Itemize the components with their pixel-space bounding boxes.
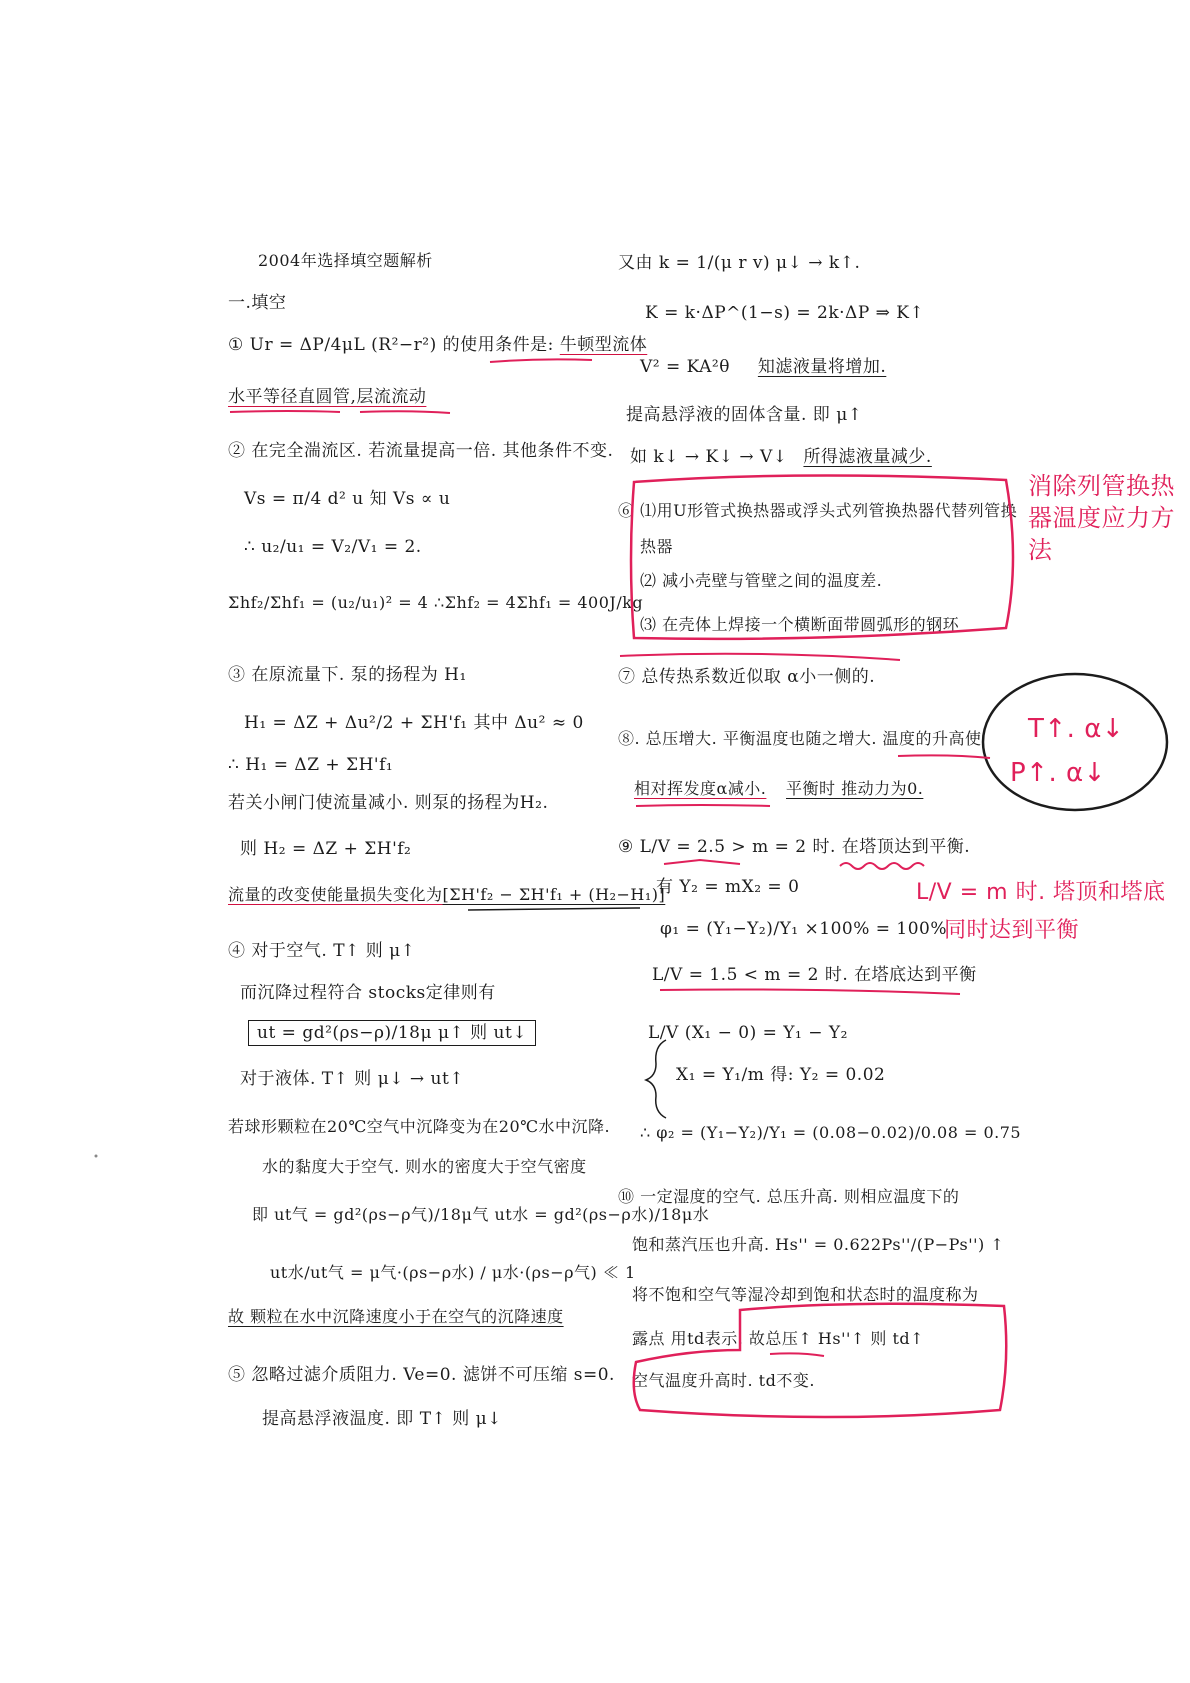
- q8-answer: 相对挥发度α减小.: [634, 779, 767, 798]
- q9-eq-4: X₁ = Y₁/m 得: Y₂ = 0.02: [676, 1065, 886, 1085]
- q3-conclusion-text: 流量的改变使能量损失变化为: [228, 885, 443, 904]
- q8-line-1: ⑧. 总压增大. 平衡温度也随之增大. 温度的升高使: [618, 729, 982, 748]
- q6-line-4: ⑶ 在壳体上焊接一个横断面带圆弧形的钢环: [640, 615, 960, 634]
- q4-text-2: 水的黏度大于空气. 则水的密度大于空气密度: [262, 1157, 587, 1176]
- q3-eq-1: H₁ = ΔZ + Δu²/2 + ΣH'f₁ 其中 Δu² ≈ 0: [244, 713, 584, 733]
- r-eq-4: [630, 446, 932, 468]
- q1-line-2: [228, 386, 426, 408]
- q2-eq-2: ∴ u₂/u₁ = V₂/V₁ = 2.: [244, 537, 422, 557]
- q5-text: 提高悬浮液温度. 即 T↑ 则 μ↓: [262, 1409, 502, 1429]
- q6-line-3: ⑵ 减小壳壁与管壁之间的温度差.: [640, 571, 883, 590]
- annotation-pressure: P↑. α↓: [1010, 758, 1106, 788]
- q1-answer-1: 牛顿型流体: [559, 335, 648, 355]
- q2-line: ② 在完全湍流区. 若流量提高一倍. 其他条件不变.: [228, 441, 614, 461]
- q9-eq-1: 有 Y₂ = mX₂ = 0: [656, 877, 800, 897]
- r-eq-3-formula: V² = KA²θ: [640, 357, 730, 377]
- q4-eq-1: 即 ut气 = gd²(ρs−ρ气)/18μ气 ut水 = gd²(ρs−ρ水)/18μ水: [252, 1205, 710, 1224]
- q9-eq-3: L/V (X₁ − 0) = Y₁ − Y₂: [648, 1023, 848, 1043]
- q9-line-1: ⑨ L/V = 2.5 > m = 2 时. 在塔顶达到平衡.: [618, 837, 971, 857]
- r-eq-2: K = k·ΔP^(1−s) = 2k·ΔP ⇒ K↑: [645, 303, 925, 323]
- annotation-equilibrium-1: L/V = m 时. 塔顶和塔底: [916, 880, 1166, 905]
- q4-conclusion: [228, 1306, 564, 1328]
- q4-formula: ut = gd²(ρs−ρ)/18μ μ↑ 则 ut↓: [248, 1020, 536, 1046]
- q9-eq-5: ∴ φ₂ = (Y₁−Y₂)/Y₁ = (0.08−0.02)/0.08 = 0.75: [640, 1123, 1022, 1142]
- q3-conclusion: [228, 884, 665, 906]
- q1-answer-3: ,层流流动: [350, 387, 427, 407]
- page-title: 2004年选择填空题解析: [258, 251, 433, 270]
- q3-line: ③ 在原流量下. 泵的扬程为 H₁: [228, 665, 467, 685]
- q2-eq-3: Σhf₂/Σhf₁ = (u₂/u₁)² = 4 ∴Σhf₂ = 4Σhf₁ = 400J/kg: [228, 593, 644, 612]
- q3-eq-3: 则 H₂ = ΔZ + ΣH'f₂: [240, 839, 412, 859]
- q8-balance: 平衡时 推动力为0.: [786, 779, 924, 798]
- annotation-temp: T↑. α↓: [1028, 714, 1125, 744]
- q10-line-1: ⑩ 一定湿度的空气. 总压升高. 则相应温度下的: [618, 1187, 960, 1206]
- q4-liquid: 对于液体. T↑ 则 μ↓ → ut↑: [240, 1069, 465, 1089]
- q5-line: ⑤ 忽略过滤介质阻力. Ve=0. 滤饼不可压缩 s=0.: [228, 1365, 615, 1385]
- q6-line-2: 热器: [640, 537, 674, 556]
- q3-eq-2: ∴ H₁ = ΔZ + ΣH'f₁: [228, 755, 394, 775]
- r-eq-4-chain: 如 k↓ → K↓ → V↓: [630, 447, 788, 467]
- q4-stokes: 而沉降过程符合 stocks定律则有: [240, 983, 496, 1003]
- q7-line: ⑦ 总传热系数近似取 α小一侧的.: [618, 667, 876, 687]
- q1-line: [228, 334, 647, 356]
- q10-line-3: 将不饱和空气等湿冷却到饱和状态时的温度称为: [632, 1285, 979, 1304]
- r-text-1: 提高悬浮液的固体含量. 即 μ↑: [626, 405, 863, 425]
- q8-line-2: [634, 778, 923, 800]
- section-heading: 一.填空: [228, 293, 287, 313]
- q4-eq-2: ut水/ut气 = μ气·(ρs−ρ水) / μ水·(ρs−ρ气) ≪ 1: [270, 1263, 636, 1282]
- q4-formula-box: [248, 1022, 536, 1044]
- q10-line-4: 露点 用td表示. 故总压↑ Hs''↑ 则 td↑: [632, 1329, 925, 1348]
- q4-conclusion-text: 故 颗粒在水中沉降速度小于在空气的沉降速度: [228, 1307, 564, 1326]
- r-eq-3-result: 知滤液量将增加.: [757, 357, 887, 377]
- q9-line-2: L/V = 1.5 < m = 2 时. 在塔底达到平衡: [652, 965, 977, 985]
- q6-line-1: ⑥ ⑴用U形管式换热器或浮头式列管换热器代替列管换: [618, 501, 1018, 520]
- annotation-thermal-stress: 消除列管换热器温度应力方法: [1028, 472, 1175, 564]
- annotation-equilibrium-2: 同时达到平衡: [944, 918, 1080, 943]
- q2-eq-1: Vs = π/4 d² u 知 Vs ∝ u: [244, 489, 451, 509]
- q3-text: 若关小闸门使流量减小. 则泵的扬程为H₂.: [228, 793, 549, 813]
- r-eq-4-result: 所得滤液量减少.: [803, 447, 932, 467]
- q9-eq-2: φ₁ = (Y₁−Y₂)/Y₁ ×100% = 100%: [660, 919, 948, 939]
- r-eq-1: 又由 k = 1/(μ r v) μ↓ → k↑.: [618, 253, 861, 273]
- q1-answer-2: 水平等径直圆管: [228, 387, 351, 407]
- r-eq-3: [640, 356, 886, 378]
- q10-line-5: 空气温度升高时. td不变.: [632, 1371, 815, 1390]
- q1-formula: ① Ur = ΔP/4μL (R²−r²) 的使用条件是:: [228, 335, 554, 355]
- q3-conclusion-expr: [ΣH'f₂ − ΣH'f₁ + (H₂−H₁)]: [442, 885, 666, 904]
- q4-line: ④ 对于空气. T↑ 则 μ↑: [228, 941, 416, 961]
- q4-text-1: 若球形颗粒在20℃空气中沉降变为在20℃水中沉降.: [228, 1117, 611, 1136]
- q10-line-2: 饱和蒸汽压也升高. Hs'' = 0.622Ps''/(P−Ps'') ↑: [632, 1235, 1005, 1254]
